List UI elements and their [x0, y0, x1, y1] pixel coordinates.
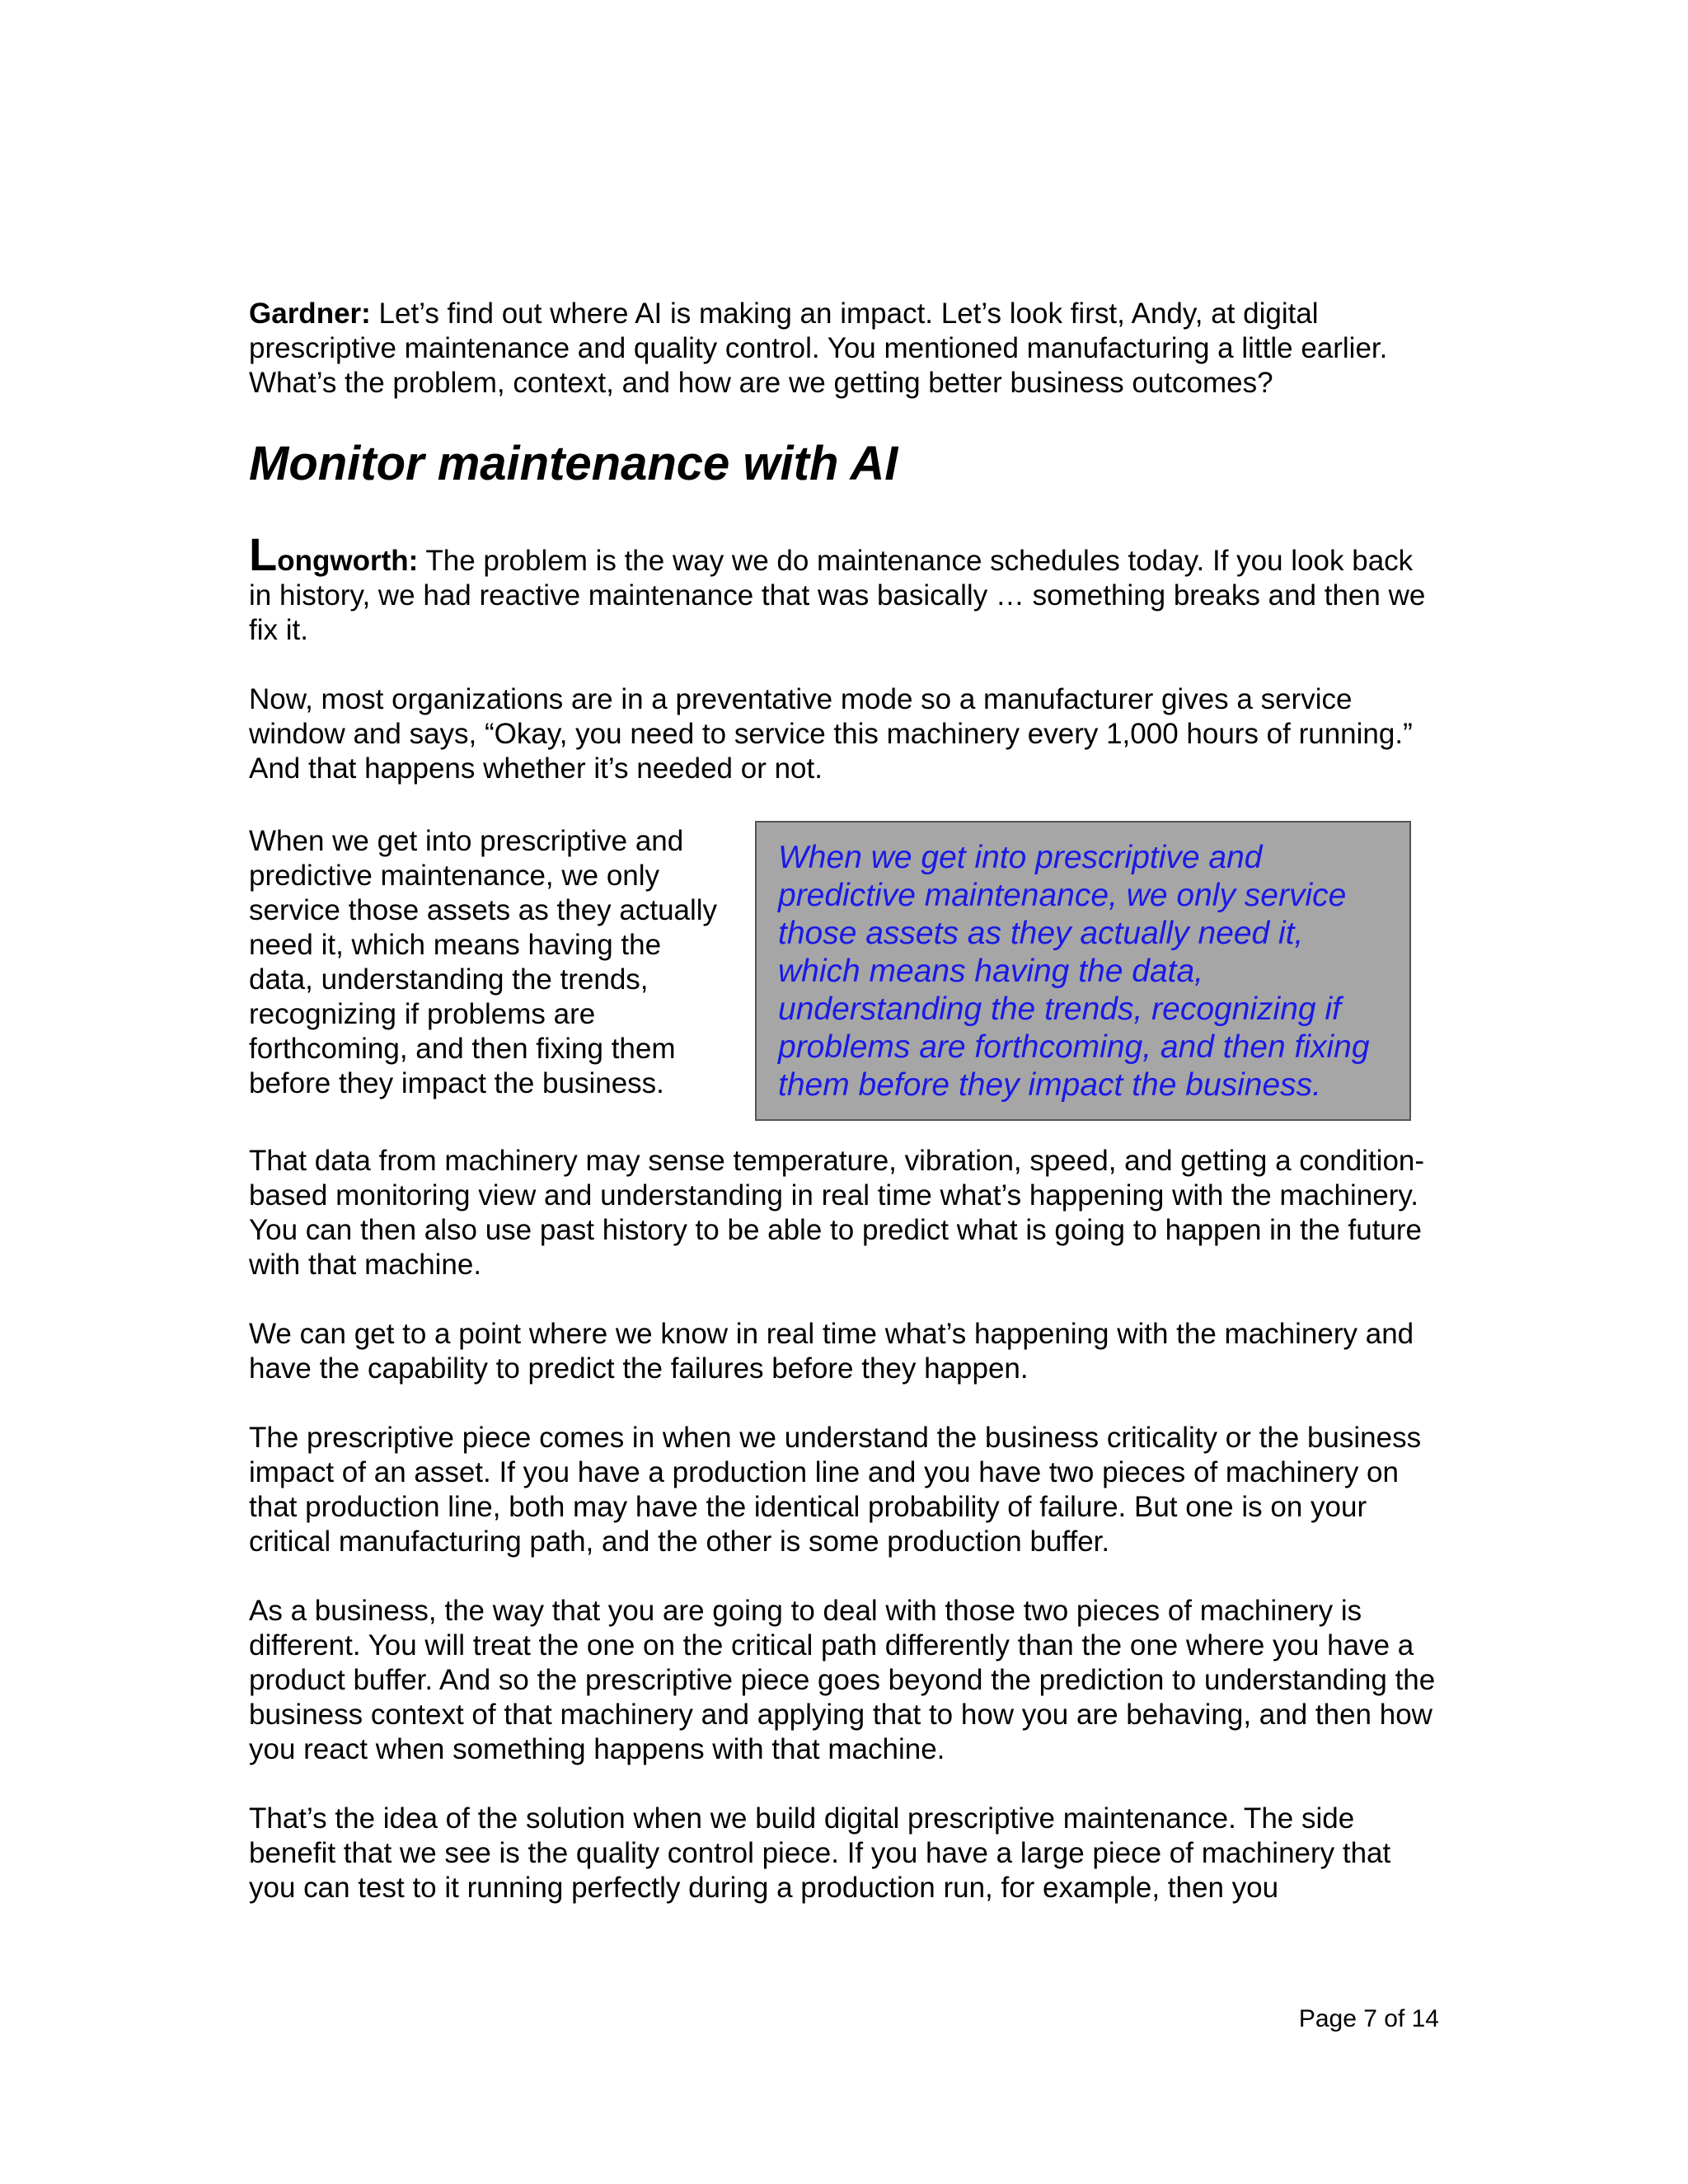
- speaker-gardner: Gardner:: [249, 298, 371, 330]
- page-content: [249, 297, 1436, 1940]
- drop-cap: L: [249, 528, 278, 580]
- speaker-longworth: ongworth:: [277, 545, 419, 577]
- intro-paragraph: [249, 297, 1436, 401]
- pullquote-text: When we get into prescriptive and predictive maintenance, we only service those assets as they actually need it, which means having the data, understanding the trends, recognizing if problems are forthcoming, and then fixing them before they impact the business.: [778, 840, 1370, 1103]
- pullquote-section: [249, 821, 1436, 1134]
- answer-paragraph: [249, 528, 1436, 648]
- section-heading: Monitor maintenance with AI: [249, 437, 898, 490]
- intro-text: Let’s find out where AI is making an impact. Let’s look first, Andy, at digital prescriptive maintenance and quality control. You mentioned manufacturing a little earlier. What’s the problem, context, and how are we getting better business outcomes?: [249, 298, 1388, 399]
- body-paragraph-3: The prescriptive piece comes in when we understand the business criticality or the business impact of an asset. If you have a production line and you have two pieces of machinery on that production line, both may have the identical probability of failure. But one is on your critical manufacturing path, and the other is some production buffer.: [249, 1422, 1422, 1558]
- body-paragraph-preventative: Now, most organizations are in a preventative mode so a manufacturer gives a service window and says, “Okay, you need to service this machinery every 1,000 hours of running.” And that happens whether it’s needed or not.: [249, 683, 1413, 785]
- body-paragraph-2: We can get to a point where we know in real time what’s happening with the machinery and have the capability to predict the failures before they happen.: [249, 1318, 1414, 1385]
- split-paragraph: When we get into prescriptive and predictive maintenance, we only service those assets as they actually need it, which means having the data, understanding the trends, recognizing if problems are forthcoming, and then fixing them before they impact the business.: [249, 825, 718, 1099]
- body-paragraph-4: As a business, the way that you are going to deal with those two pieces of machinery is different. You will treat the one on the critical path differently than the one where you have a product buffer. And so the prescriptive piece goes beyond the prediction to understanding the business context of that machinery and applying that to how you are behaving, and then how you react when something happens with that machine.: [249, 1595, 1436, 1765]
- answer-text: The problem is the way we do maintenance schedules today. If you look back in history, we had reactive maintenance that was basically … something breaks and then we fix it.: [249, 545, 1426, 646]
- page-number: Page 7 of 14: [1298, 2005, 1439, 2032]
- body-paragraph-1: That data from machinery may sense temperature, vibration, speed, and getting a condition-based monitoring view and understanding in real time what’s happening with the machinery. You can then also use past history to be able to predict what is going to happen in the future with that machine.: [249, 1145, 1425, 1281]
- pullquote-box: [755, 821, 1411, 1121]
- body-paragraph-5: That’s the idea of the solution when we build digital prescriptive maintenance. The side benefit that we see is the quality control piece. If you have a large piece of machinery that you can test to it running perfectly during a production run, for example, then you: [249, 1802, 1391, 1904]
